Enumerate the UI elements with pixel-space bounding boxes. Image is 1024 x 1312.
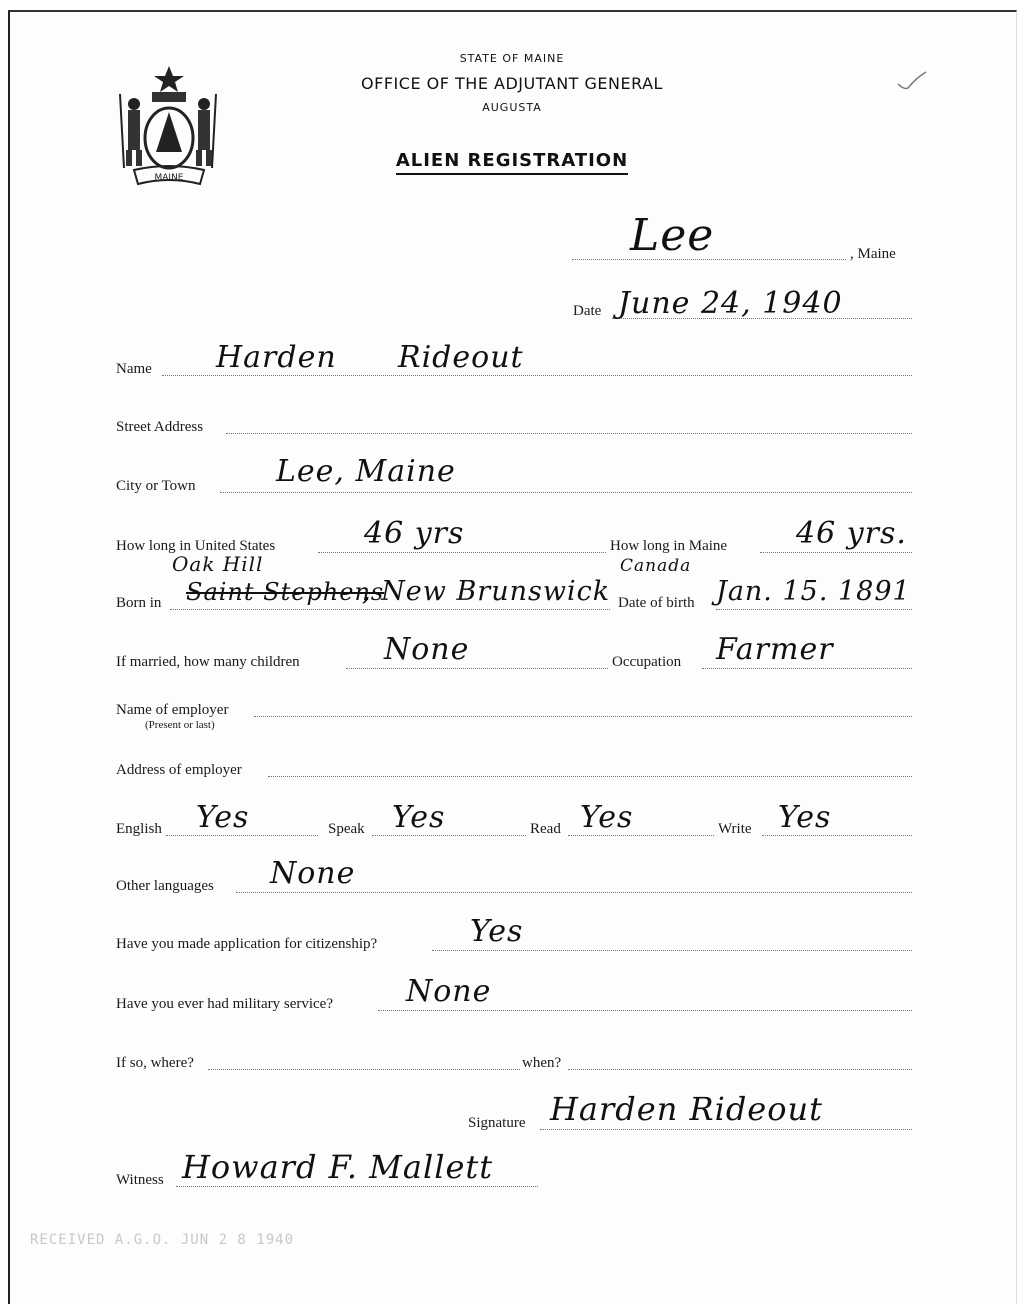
write-value: Yes [778, 800, 832, 835]
header-office: OFFICE OF THE ADJUTANT GENERAL [361, 74, 663, 93]
place-suffix: , Maine [850, 246, 896, 262]
born-in-province: , New Brunswick [362, 576, 611, 607]
speak-line [372, 835, 526, 836]
maine-state-seal-icon [116, 64, 222, 188]
employer-address-label: Address of employer [116, 762, 242, 778]
employer-name-line [254, 716, 912, 717]
read-value: Yes [580, 800, 634, 835]
employer-name-sublabel: (Present or last) [145, 719, 215, 731]
employer-address-line [268, 776, 912, 777]
speak-value: Yes [392, 800, 446, 835]
if-so-where-label: If so, where? [116, 1055, 194, 1071]
how-long-maine-label: How long in Maine [610, 538, 728, 554]
street-address-line [226, 433, 912, 434]
date-value: June 24, 1940 [618, 286, 843, 321]
children-value: None [384, 632, 470, 667]
place-value: Lee [630, 210, 715, 261]
when-line [568, 1069, 912, 1070]
header-city: AUGUSTA [482, 101, 542, 114]
citizenship-line [432, 950, 912, 951]
name-line [162, 375, 912, 376]
when-label: when? [522, 1055, 562, 1071]
how-long-us-label: How long in United States [116, 538, 276, 554]
city-label: City or Town [116, 478, 196, 494]
occupation-line [702, 668, 912, 669]
military-label: Have you ever had military service? [116, 996, 333, 1012]
read-label: Read [530, 821, 561, 837]
date-label: Date [573, 303, 602, 319]
how-long-us-value: 46 yrs [364, 516, 465, 551]
name-first: Harden [216, 340, 337, 375]
employer-name-label: Name of employer [116, 702, 229, 718]
signature-value: Harden Rideout [550, 1090, 823, 1128]
military-value: None [406, 974, 492, 1009]
english-label: English [116, 821, 162, 837]
city-line [220, 492, 912, 493]
children-line [346, 668, 608, 669]
witness-value: Howard F. Mallett [182, 1148, 494, 1186]
name-label: Name [116, 361, 152, 377]
speak-label: Speak [328, 821, 365, 837]
other-languages-line [236, 892, 912, 893]
name-last: Rideout [398, 340, 524, 375]
how-long-maine-value: 46 yrs. [796, 516, 907, 551]
witness-label: Witness [116, 1172, 164, 1188]
english-value: Yes [196, 800, 250, 835]
witness-line [176, 1186, 538, 1187]
born-in-country: Canada [620, 556, 692, 576]
born-in-insert: Oak Hill [172, 552, 264, 576]
header-state: STATE OF MAINE [459, 52, 565, 65]
how-long-maine-line [760, 552, 912, 553]
occupation-value: Farmer [716, 632, 834, 667]
date-of-birth-value: Jan. 15. 1891 [716, 576, 911, 607]
how-long-us-line [318, 552, 606, 553]
received-stamp: RECEIVED A.G.O. JUN 2 8 1940 [30, 1232, 295, 1248]
write-line [762, 835, 912, 836]
street-address-label: Street Address [116, 419, 204, 435]
date-of-birth-line [716, 609, 912, 610]
form-title-text: ALIEN REGISTRATION [396, 150, 628, 175]
other-languages-label: Other languages [116, 878, 214, 894]
seal-text: MAINE [154, 173, 184, 183]
born-in-line [170, 609, 610, 610]
military-line [378, 1010, 912, 1011]
check-mark-icon [896, 70, 928, 92]
english-line [166, 835, 318, 836]
date-of-birth-label: Date of birth [618, 595, 695, 611]
born-in-label: Born in [116, 595, 162, 611]
citizenship-value: Yes [470, 914, 524, 949]
occupation-label: Occupation [612, 654, 682, 670]
city-value: Lee, Maine [276, 454, 456, 489]
other-languages-value: None [270, 856, 356, 891]
children-label: If married, how many children [116, 654, 300, 670]
born-in-struck: Saint Stephens [186, 578, 385, 606]
signature-label: Signature [468, 1115, 526, 1131]
if-so-where-line [208, 1069, 520, 1070]
write-label: Write [718, 821, 752, 837]
signature-line [540, 1129, 912, 1130]
read-line [568, 835, 714, 836]
citizenship-label: Have you made application for citizenship? [116, 936, 378, 952]
